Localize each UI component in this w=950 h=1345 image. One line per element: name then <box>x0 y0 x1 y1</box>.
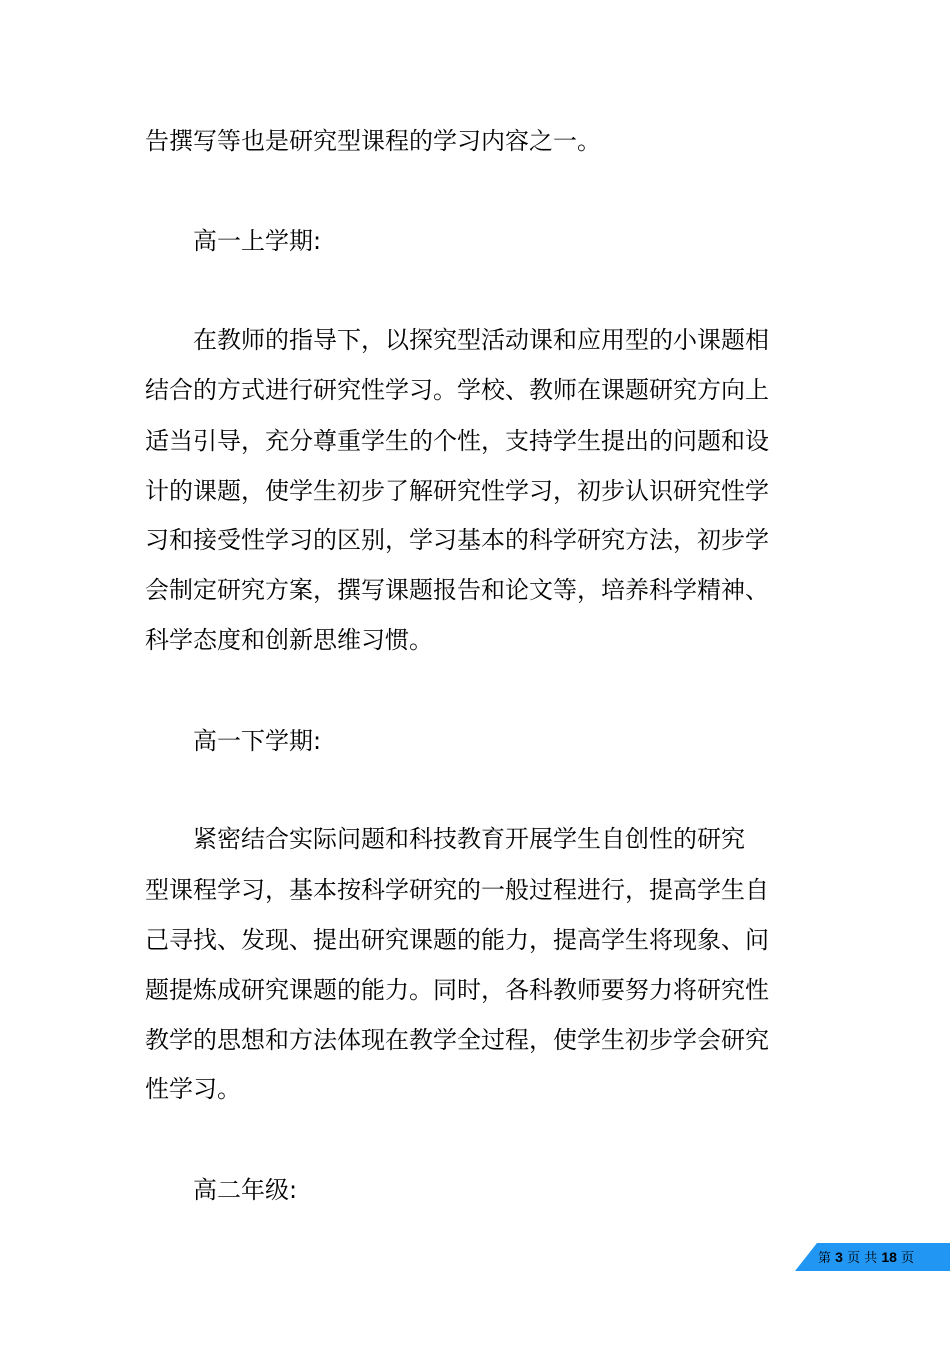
paragraph-line: 结合的方式进行研究性学习。学校、教师在课题研究方向上 <box>145 376 769 404</box>
paragraph-line: 适当引导，充分尊重学生的个性，支持学生提出的问题和设 <box>145 427 769 455</box>
paragraph-line: 己寻找、发现、提出研究课题的能力，提高学生将现象、问 <box>145 926 769 954</box>
paragraph-line: 习和接受性学习的区别，学习基本的科学研究方法，初步学 <box>145 526 769 554</box>
page-number-indicator <box>818 1243 950 1271</box>
paragraph-line: 教学的思想和方法体现在教学全过程，使学生初步学会研究 <box>145 1026 769 1054</box>
section-heading-grade10-first-term: 高一上学期: <box>193 227 322 255</box>
section-heading-grade11: 高二年级: <box>193 1176 298 1204</box>
total-pages-number: 18 <box>881 1249 897 1265</box>
paragraph-line: 在教师的指导下，以探究型活动课和应用型的小课题相 <box>193 326 769 354</box>
paragraph-line: 性学习。 <box>145 1075 241 1103</box>
paragraph-line: 型课程学习，基本按科学研究的一般过程进行，提高学生自 <box>145 876 769 904</box>
page-suffix: 页 <box>901 1251 915 1266</box>
paragraph-line: 科学态度和创新思维习惯。 <box>145 626 433 654</box>
section-heading-grade10-second-term: 高一下学期: <box>193 727 322 755</box>
page-prefix: 第 <box>818 1251 832 1266</box>
page-middle-text: 页 共 <box>847 1251 878 1266</box>
paragraph-line: 会制定研究方案，撰写课题报告和论文等，培养科学精神、 <box>145 576 769 604</box>
paragraph-line: 紧密结合实际问题和科技教育开展学生自创性的研究 <box>193 825 745 853</box>
paragraph-line: 计的课题，使学生初步了解研究性学习，初步认识研究性学 <box>145 477 769 505</box>
current-page-number: 3 <box>835 1249 843 1265</box>
paragraph-line: 题提炼成研究课题的能力。同时，各科教师要努力将研究性 <box>145 976 769 1004</box>
paragraph-line: 告撰写等也是研究型课程的学习内容之一。 <box>145 127 601 155</box>
